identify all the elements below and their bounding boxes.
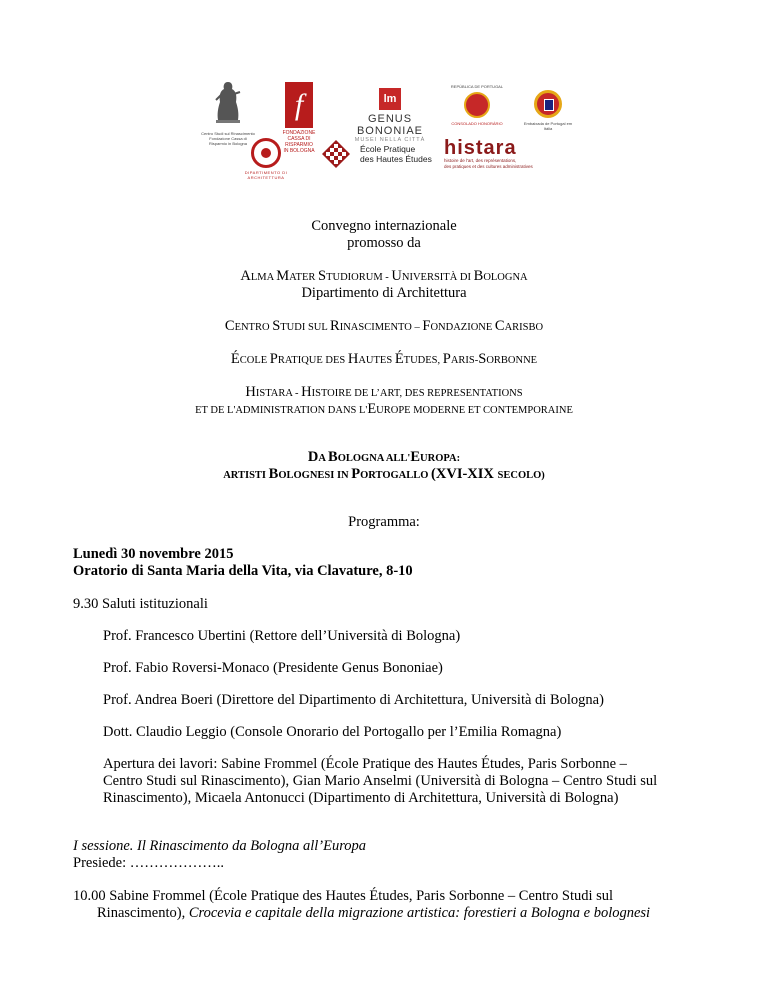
- greeting-item: Prof. Andrea Boeri (Direttore del Dipartimento di Architettura, Università di Bologna): [103, 692, 604, 708]
- histara-line-2: [0, 401, 768, 419]
- talk-title: Crocevia e capitale della migrazione artistica: forestieri a Bologna e bolognesi: [188, 905, 651, 921]
- consolato-logo: [446, 84, 508, 126]
- sc-cap: É: [230, 351, 240, 367]
- sc-small: OLOGNA ALL': [337, 453, 411, 464]
- opening-line-2: Centro Studi sul Rinascimento), Gian Mario Anselmi (Università di Bologna – Centro Studi sul: [103, 773, 658, 789]
- carisbo-logo-text: FONDAZIONE CASSA DI RISPARMIO IN BOLOGNA: [282, 130, 316, 154]
- sc-cap: D: [307, 449, 319, 465]
- sc-cap: H: [301, 384, 312, 400]
- sc-small: ATER: [289, 272, 318, 283]
- talk-affiliation: Rinascimento),: [97, 905, 189, 921]
- consolato-top-text: REPÚBLICA DE PORTUGAL: [450, 84, 504, 89]
- sc-small: A: [318, 453, 329, 464]
- sc-cap: M: [276, 268, 290, 284]
- genus-subtitle: MUSEI NELLA CITTÀ: [354, 137, 426, 143]
- genus-name: GENUS BONONIAE: [356, 113, 424, 137]
- sc-small: TUDES,: [403, 355, 443, 366]
- greeting-item: Prof. Fabio Roversi-Monaco (Presidente Genus Bononiae): [103, 660, 443, 676]
- sc-small: OLOGNESI IN: [278, 470, 352, 481]
- sc-cap: B: [328, 449, 338, 465]
- sc-cap: S: [478, 351, 487, 367]
- histara-logo: [444, 138, 554, 169]
- sc-cap: U: [391, 268, 402, 284]
- centro-studi-line: [0, 318, 768, 336]
- sc-cap: E: [410, 449, 421, 465]
- centro-studi-logo-text: Centro Studi sul Rinascimento Fondazione Cassa di Risparmio in Bologna: [201, 131, 255, 146]
- histara-subtitle: histoire de l'art, des représentations, des pratiques et des cultures administratives: [444, 158, 533, 169]
- conference-title-line-2: [0, 466, 768, 484]
- sc-small: OLOGNA: [483, 272, 528, 283]
- opening-line-3: Rinascimento), Micaela Antonucci (Dipartimento di Architettura, Università di Bologna): [103, 790, 619, 806]
- sc-cap: H: [347, 351, 359, 367]
- greetings-heading: 9.30 Saluti istituzionali: [73, 596, 208, 612]
- embaixada-logo: [520, 84, 576, 131]
- statue-icon: [210, 80, 246, 124]
- sc-small: ARISBO: [504, 322, 544, 333]
- promosso-line: promosso da: [347, 235, 421, 251]
- sc-cap: E: [367, 401, 377, 417]
- histara-line-1: [0, 384, 768, 402]
- portugal-crest-icon: [464, 92, 490, 118]
- sc-cap: P: [351, 466, 361, 482]
- session-1-talk-line-2: [97, 905, 717, 922]
- partner-logos: [190, 80, 590, 190]
- sc-cap: P: [269, 351, 278, 367]
- greeting-item: Prof. Francesco Ubertini (Rettore dell’Università di Bologna): [103, 628, 461, 644]
- conference-title-line-1: [0, 449, 768, 467]
- sc-small: UROPA:: [420, 453, 461, 464]
- university-seal-icon: [251, 138, 281, 168]
- sc-small: ONDAZIONE: [430, 322, 495, 333]
- sc-cap: É: [394, 351, 404, 367]
- sc-cap: B: [268, 466, 279, 482]
- sc-small: LMA: [250, 272, 277, 283]
- ephe-logo: [318, 138, 438, 178]
- ephe-logo-text: École Pratique des Hautes Études: [360, 144, 432, 164]
- session-1-talk-line-1: 10.00 Sabine Frommel (École Pratique des Hautes Études, Paris Sorbonne – Centro Studi sul: [73, 888, 614, 904]
- session-1-chair: Presiede: ………………..: [73, 855, 225, 871]
- sc-small: SECOLO): [497, 470, 545, 481]
- sc-small: AUTES: [358, 355, 395, 366]
- sc-small: TUDIORUM -: [326, 272, 392, 283]
- sc-cap: S: [318, 268, 327, 284]
- sc-small: NIVERSITÀ DI: [401, 272, 474, 283]
- day-venue: Oratorio di Santa Maria della Vita, via Clavature, 8-10: [73, 563, 413, 579]
- ephe-diamond-icon: [322, 140, 350, 168]
- title-century: (XVI-XIX: [431, 466, 498, 482]
- sc-small: UROPE MODERNE ET CONTEMPORAINE: [376, 405, 573, 416]
- sc-cap: R: [330, 318, 340, 334]
- portugal-coat-of-arms-icon: [534, 90, 562, 118]
- embaixada-text: Embaixada de Portugal em Itália: [523, 121, 573, 131]
- sc-small: ORTOGALLO: [360, 470, 432, 481]
- sc-small: ET DE L'ADMINISTRATION DANS L': [195, 405, 368, 416]
- alma-mater-line: [0, 268, 768, 286]
- convegno-line: Convegno internazionale: [311, 218, 457, 234]
- sc-cap: B: [473, 268, 484, 284]
- sc-small: ENTRO: [234, 322, 273, 333]
- sc-cap: P: [442, 351, 451, 367]
- dipartimento-line: Dipartimento di Architettura: [301, 285, 467, 301]
- sc-small: ORBONNE: [486, 355, 538, 366]
- sc-cap: F: [422, 318, 431, 334]
- ecole-line: [0, 351, 768, 369]
- dipartimento-logo-text: DIPARTIMENTO DI ARCHITETTURA: [244, 170, 288, 180]
- opening-line-1: Apertura dei lavori: Sabine Frommel (École Pratique des Hautes Études, Paris Sorbonne –: [103, 756, 627, 772]
- sc-cap: C: [224, 318, 235, 334]
- sc-small: ARIS-: [450, 355, 479, 366]
- genus-mark-icon: lm: [379, 88, 401, 110]
- sc-cap: A: [240, 268, 251, 284]
- genus-bononiae-logo: [340, 88, 440, 143]
- sc-cap: S: [272, 318, 281, 334]
- sc-cap: H: [245, 384, 256, 400]
- program-label: Programma:: [348, 514, 420, 530]
- sc-small: COLE: [239, 355, 270, 366]
- session-1-title: I sessione. Il Rinascimento da Bologna all’Europa: [73, 838, 367, 854]
- carisbo-f-icon: f: [285, 82, 313, 128]
- sc-small: ISTOIRE DE L’ART, DES REPRESENTATIONS: [311, 388, 523, 399]
- day-date: Lunedì 30 novembre 2015: [73, 546, 234, 562]
- histara-wordmark: histara: [444, 137, 517, 159]
- centro-studi-logo: [200, 80, 256, 146]
- sc-small: ARTISTI: [223, 470, 269, 481]
- greeting-item: Dott. Claudio Leggio (Console Onorario del Portogallo per l’Emilia Romagna): [103, 724, 562, 740]
- sc-cap: C: [494, 318, 505, 334]
- dipartimento-logo: [226, 138, 306, 180]
- sc-small: TUDI SUL: [280, 322, 331, 333]
- sc-small: ISTARA -: [255, 388, 302, 399]
- sc-small: RATIQUE DES: [277, 355, 348, 366]
- sc-small: INASCIMENTO –: [339, 322, 423, 333]
- consolato-bottom-text: CONSOLADO HONORÁRIO: [451, 121, 503, 126]
